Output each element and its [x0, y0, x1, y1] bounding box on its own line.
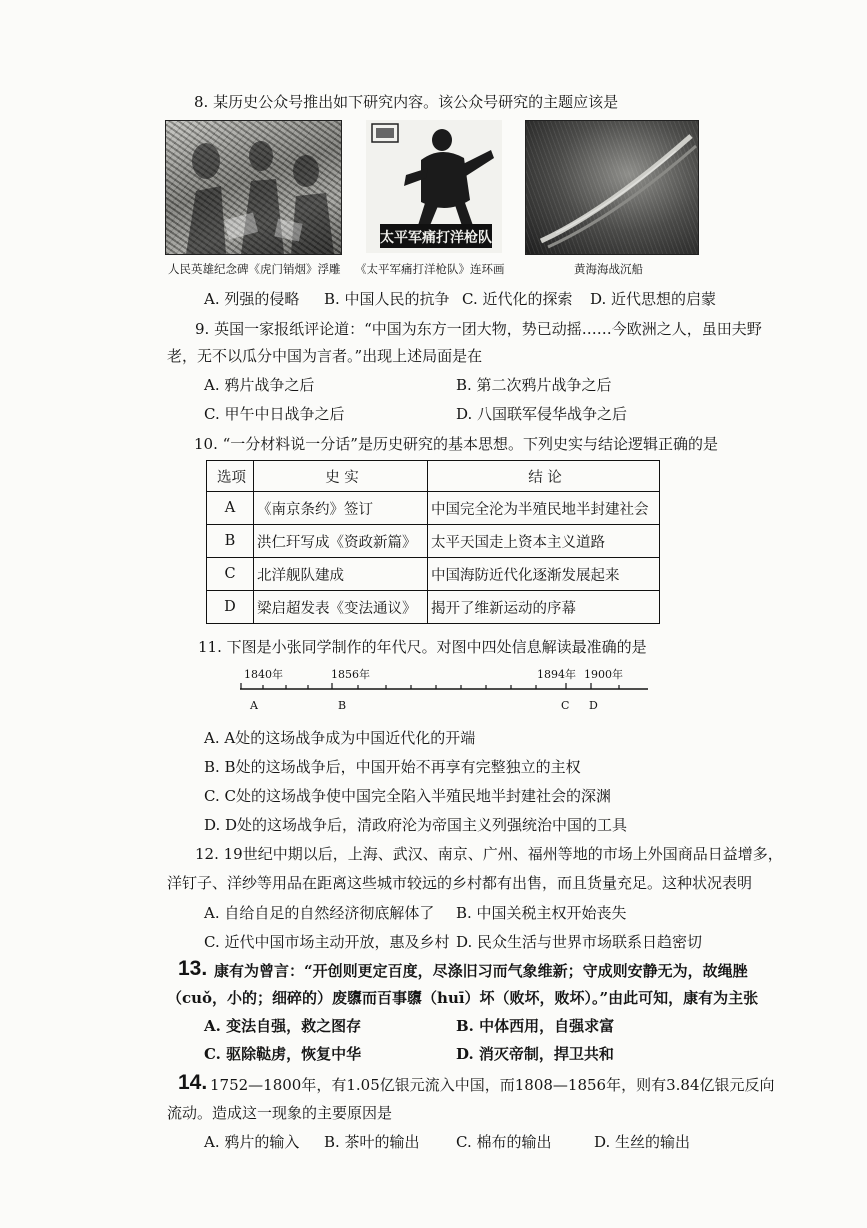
q11-option-c: C. C处的这场战争使中国完全陷入半殖民地半封建社会的深渊: [204, 787, 611, 805]
q14-number: 14.: [178, 1071, 208, 1094]
table-row: [207, 492, 660, 525]
table-cell-option: C: [207, 558, 254, 591]
table-header-fact: 史 实: [254, 461, 428, 492]
comic-strip-image: [366, 120, 502, 253]
q14-option-a: A. 鸦片的输入: [204, 1133, 300, 1151]
q14-option-c: C. 棉布的输出: [456, 1133, 552, 1151]
table-cell-fact: 《南京条约》签订: [254, 492, 428, 525]
q14-stem-line2: 流动。造成这一现象的主要原因是: [167, 1104, 393, 1122]
q9-option-c: C. 甲午中日战争之后: [204, 405, 345, 423]
q9-option-a: A. 鸦片战争之后: [204, 376, 315, 394]
timeline-point-a: A: [250, 699, 258, 712]
q8-stem: 8. 某历史公众号推出如下研究内容。该公众号研究的主题应该是: [194, 93, 619, 111]
shipwreck-image: [525, 120, 699, 255]
relief-sculpture-image: [165, 120, 342, 255]
table-header-conclusion: 结 论: [428, 461, 660, 492]
table-cell-fact: 洪仁玕写成《资政新篇》: [254, 525, 428, 558]
q12-option-a: A. 自给自足的自然经济彻底解体了: [204, 904, 435, 922]
q8-option-a: A. 列强的侵略: [204, 290, 300, 308]
q11-option-b: B. B处的这场战争后，中国开始不再享有完整独立的主权: [204, 758, 581, 776]
timeline-year-1900: 1900年: [584, 668, 623, 681]
q14-option-d: D. 生丝的输出: [594, 1133, 691, 1151]
timeline-point-d: D: [589, 699, 598, 712]
table-row: [207, 591, 660, 624]
q13-option-a: A. 变法自强，救之图存: [204, 1017, 362, 1035]
q13-stem-line2: （cuǒ，小的；细碎的）废隳而百事隳（huī）坏（败坏，败坏）。”由此可知，康有为主张: [167, 989, 759, 1007]
table-cell-conclusion: 中国完全沦为半殖民地半封建社会: [428, 492, 660, 525]
q8-option-d: D. 近代思想的启蒙: [590, 290, 717, 308]
timeline-point-c: C: [561, 699, 570, 712]
q12-stem-line1: 12. 19世纪中期以后，上海、武汉、南京、广州、福州等地的市场上外国商品日益增多，: [195, 845, 783, 863]
timeline-year-1840: 1840年: [244, 668, 283, 681]
q14-option-b: B. 茶叶的输出: [324, 1133, 420, 1151]
table-cell-conclusion: 太平天国走上资本主义道路: [428, 525, 660, 558]
q12-stem-line2: 洋钉子、洋纱等用品在距离这些城市较远的乡村都有出售，而且货量充足。这种状况表明: [167, 874, 753, 892]
q13-option-b: B. 中体西用，自强求富: [456, 1017, 615, 1035]
q12-option-c: C. 近代中国市场主动开放，惠及乡村: [204, 933, 450, 951]
q9-stem-line1: 9. 英国一家报纸评论道：“中国为东方一团大物，势已动摇……今欧洲之人，虽田夫野: [195, 320, 762, 338]
comic-strip-title-text: 太平军痛打洋枪队: [380, 230, 492, 246]
q11-option-d: D. D处的这场战争后，清政府沦为帝国主义列强统治中国的工具: [204, 816, 628, 834]
table-cell-option: D: [207, 591, 254, 624]
caption-shipwreck: 黄海海战沉船: [574, 262, 643, 276]
q12-option-d: D. 民众生活与世界市场联系日趋密切: [456, 933, 703, 951]
timeline-year-1856: 1856年: [331, 668, 370, 681]
table-cell-fact: 北洋舰队建成: [254, 558, 428, 591]
table-cell-fact: 梁启超发表《变法通议》: [254, 591, 428, 624]
table-header-row: [207, 461, 660, 492]
table-cell-option: B: [207, 525, 254, 558]
table-cell-conclusion: 中国海防近代化逐渐发展起来: [428, 558, 660, 591]
table-header-option: 选项: [207, 461, 254, 492]
q13-option-c: C. 驱除鞑虏，恢复中华: [204, 1045, 362, 1063]
table-cell-conclusion: 揭开了维新运动的序幕: [428, 591, 660, 624]
q13-stem-line1: 康有为曾言：“开创则更定百度，尽涤旧习而气象维新；守成则安静无为，故绳脞: [214, 962, 748, 980]
q13-option-d: D. 消灭帝制，捍卫共和: [456, 1045, 614, 1063]
timeline-year-1894: 1894年: [537, 668, 576, 681]
q11-stem: 11. 下图是小张同学制作的年代尺。对图中四处信息解读最准确的是: [198, 638, 647, 656]
table-row: [207, 525, 660, 558]
q10-stem: 10. “一分材料说一分话”是历史研究的基本思想。下列史实与结论逻辑正确的是: [194, 435, 718, 453]
q14-stem-line1: 1752—1800年，有1.05亿银元流入中国，而1808—1856年，则有3.84亿银元反向: [210, 1076, 775, 1094]
timeline-ruler: [236, 664, 656, 714]
caption-comic: 《太平军痛打洋枪队》连环画: [355, 262, 505, 276]
q8-option-c: C. 近代化的探索: [462, 290, 573, 308]
table-cell-option: A: [207, 492, 254, 525]
q12-option-b: B. 中国关税主权开始丧失: [456, 904, 627, 922]
q10-table: [206, 460, 660, 624]
timeline-point-b: B: [338, 699, 347, 712]
q8-option-b: B. 中国人民的抗争: [324, 290, 450, 308]
table-row: [207, 558, 660, 591]
q9-option-d: D. 八国联军侵华战争之后: [456, 405, 628, 423]
caption-relief: 人民英雄纪念碑《虎门销烟》浮雕: [168, 262, 341, 276]
q13-number: 13.: [178, 957, 208, 980]
q9-stem-line2: 老，无不以瓜分中国为言者。”出现上述局面是在: [167, 347, 483, 365]
q11-option-a: A. A处的这场战争成为中国近代化的开端: [204, 729, 476, 747]
q9-option-b: B. 第二次鸦片战争之后: [456, 376, 612, 394]
